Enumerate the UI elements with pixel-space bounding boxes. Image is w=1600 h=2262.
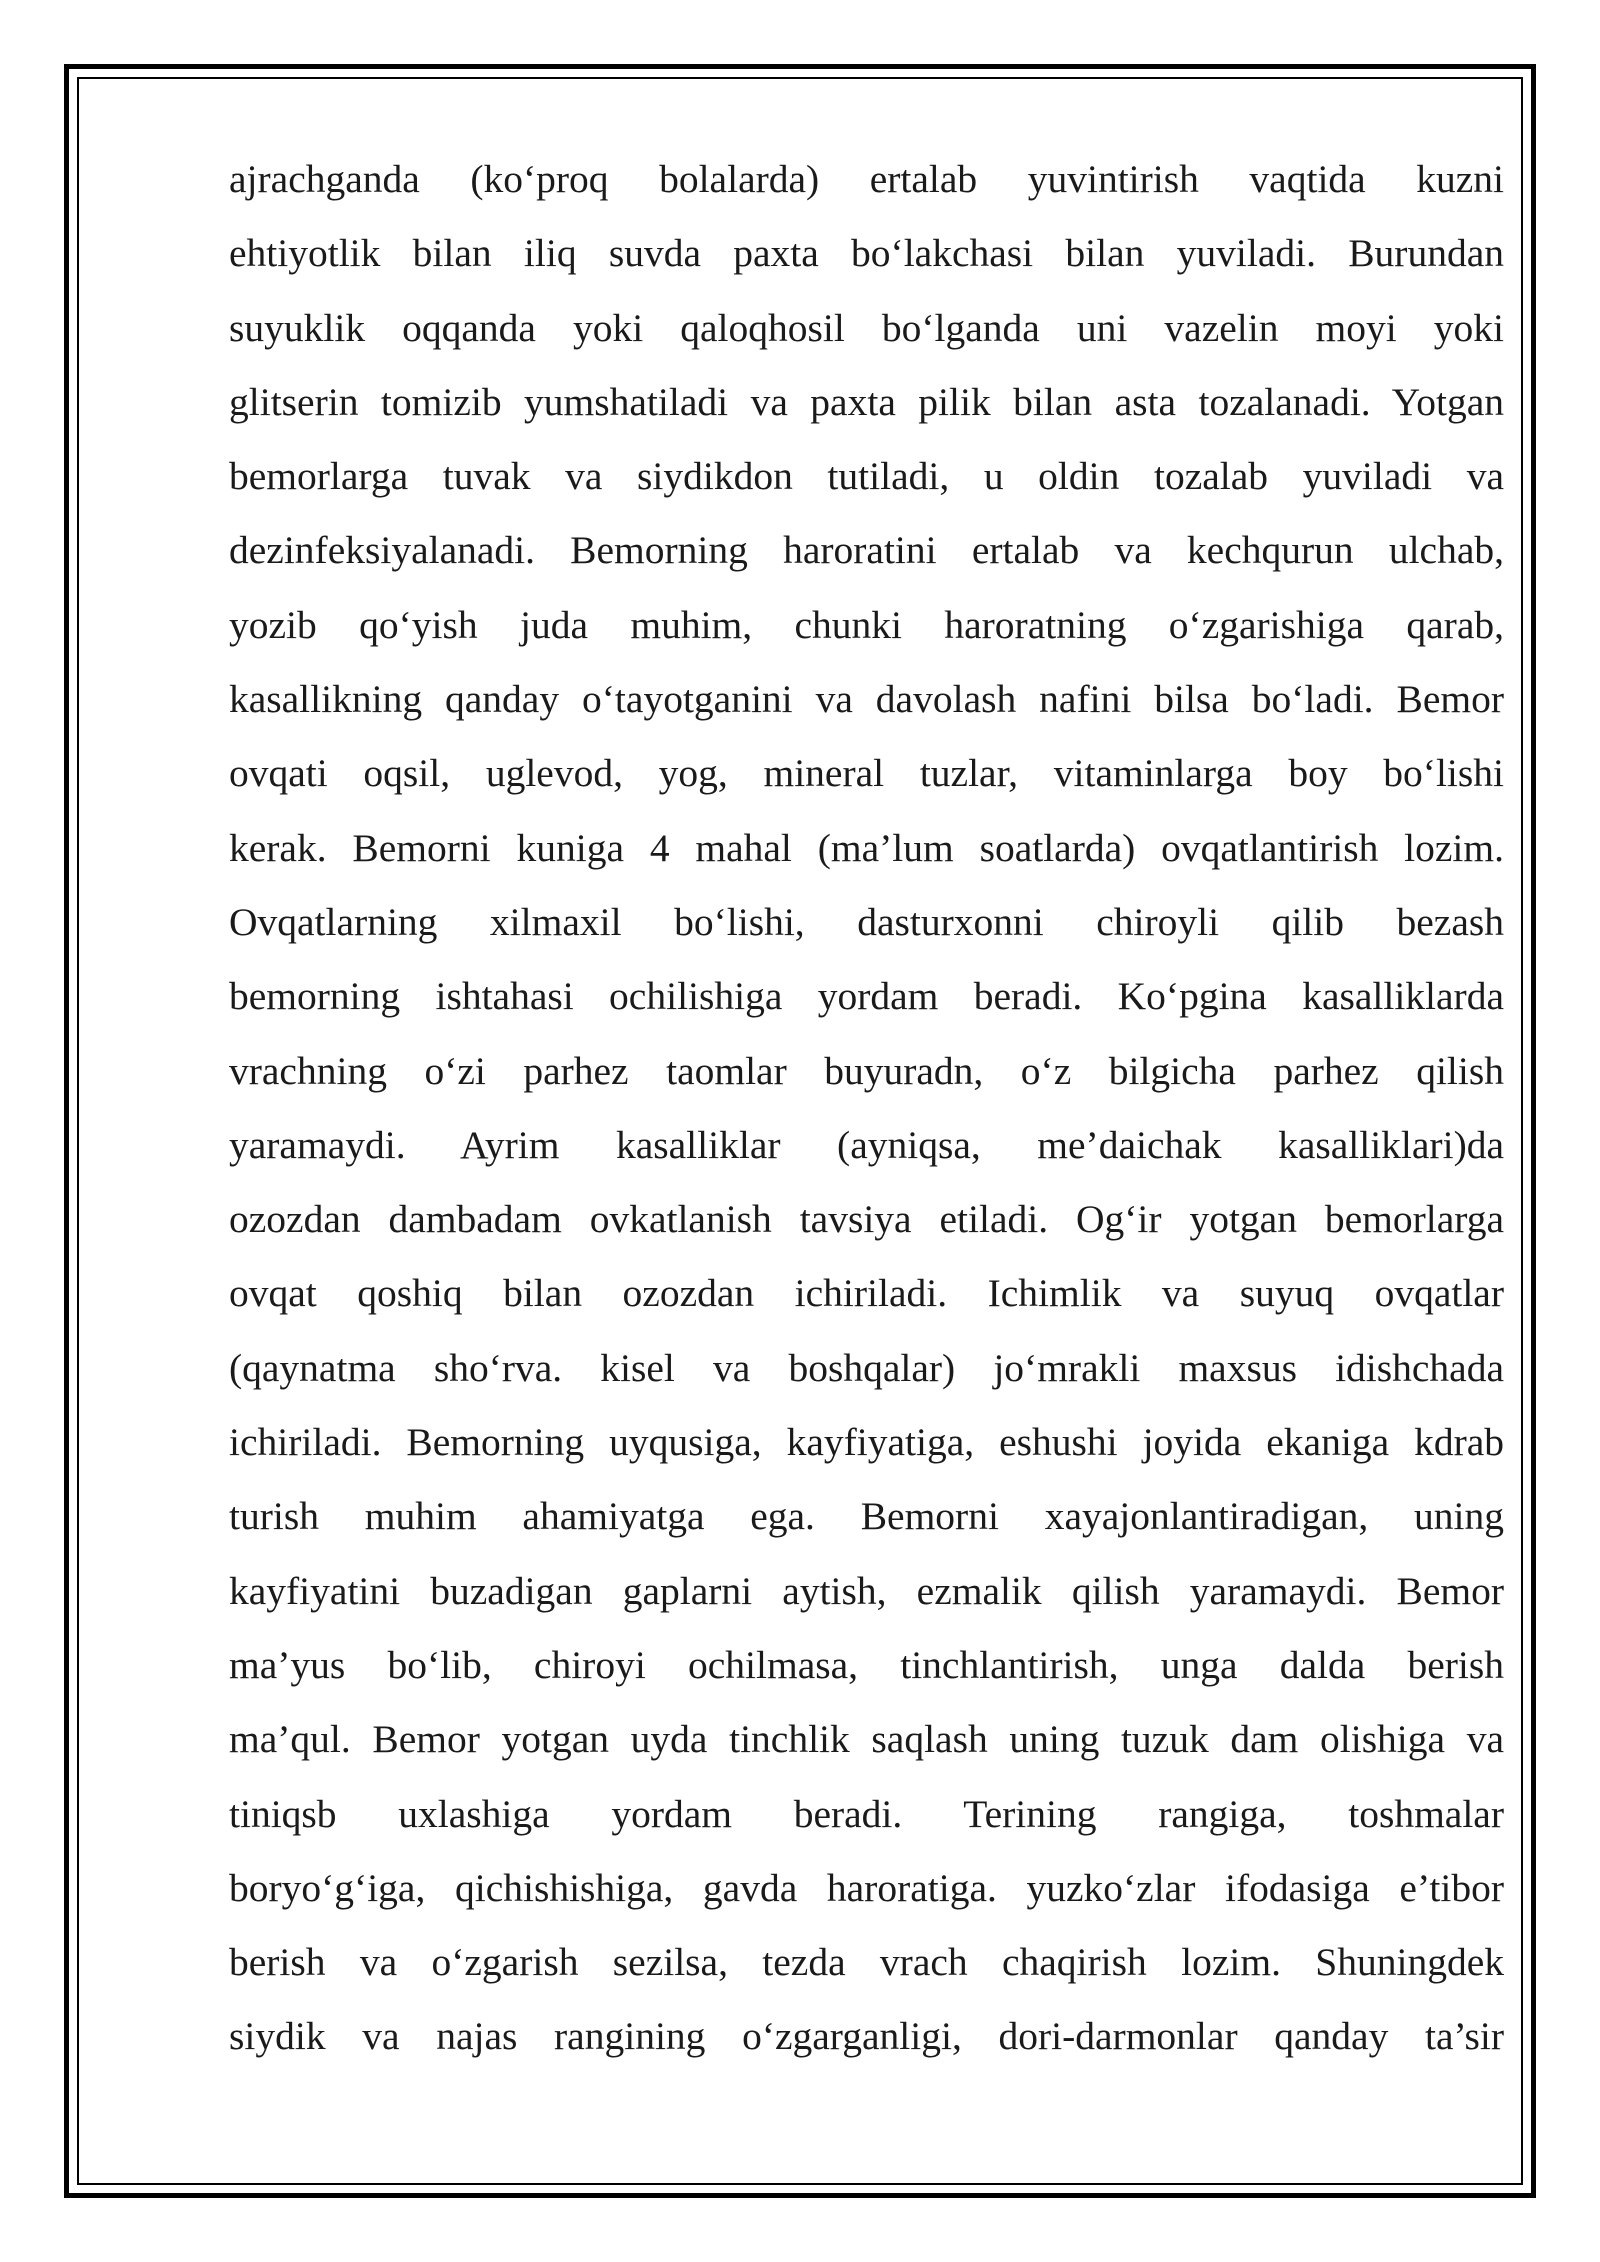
text-line: yaramaydi. Ayrim kasalliklar (ayniqsa, me’daichak kasalliklari)da	[229, 1122, 1504, 1167]
text-line: kasallikning qanday o‘tayotganini va davolash nafini bilsa bo‘ladi. Bemor	[229, 677, 1504, 722]
text-line: kayfiyatini buzadigan gaplarni aytish, ezmalik qilish yaramaydi. Bemor	[229, 1568, 1504, 1613]
text-line: yozib qo‘yish juda muhim, chunki haroratning o‘zgarishiga qarab,	[229, 602, 1504, 647]
text-line: bemorning ishtahasi ochilishiga yordam beradi. Ko‘pgina kasalliklarda	[229, 974, 1504, 1019]
text-line: ajrachganda (ko‘proq bolalarda) ertalab yuvintirish vaqtida kuzni	[229, 157, 1504, 201]
text-line: glitserin tomizib yumshatiladi va paxta pilik bilan asta tozalanadi. Yotgan	[229, 379, 1504, 424]
text-line: ehtiyotlik bilan iliq suvda paxta bo‘lakchasi bilan yuviladi. Burundan	[229, 231, 1504, 276]
text-line: ozozdan dambadam ovkatlanish tavsiya etiladi. Og‘ir yotgan bemorlarga	[229, 1197, 1504, 1242]
text-line: boryo‘g‘iga, qichishishiga, gavda haroratiga. yuzko‘zlar ifodasiga e’tibor	[229, 1865, 1504, 1910]
text-line: turish muhim ahamiyatga ega. Bemorni xayajonlantiradigan, uning	[229, 1494, 1504, 1539]
text-line: bemorlarga tuvak va siydikdon tutiladi, u oldin tozalab yuviladi va	[229, 454, 1504, 499]
text-line: siydik va najas rangining o‘zgarganligi, dori-darmonlar qanday ta’sir	[229, 2014, 1504, 2059]
text-line: suyuklik oqqanda yoki qaloqhosil bo‘lganda uni vazelin moyi yoki	[229, 305, 1504, 350]
text-line: ichiriladi. Bemorning uyqusiga, kayfiyatiga, eshushi joyida ekaniga kdrab	[229, 1420, 1504, 1465]
text-line: ovqat qoshiq bilan ozozdan ichiriladi. Ichimlik va suyuq ovqatlar	[229, 1271, 1504, 1316]
text-line: Ovqatlarning xilmaxil bo‘lishi, dasturxonni chiroyli qilib bezash	[229, 899, 1504, 944]
document-body	[229, 142, 1504, 2074]
text-line: ovqati oqsil, uglevod, yog, mineral tuzlar, vitaminlarga boy bo‘lishi	[229, 751, 1504, 796]
text-line: ma’qul. Bemor yotgan uyda tinchlik saqlash uning tuzuk dam olishiga va	[229, 1717, 1504, 1762]
text-line: berish va o‘zgarish sezilsa, tezda vrach chaqirish lozim. Shuningdek	[229, 1940, 1504, 1985]
text-line: tiniqsb uxlashiga yordam beradi. Terining rangiga, toshmalar	[229, 1791, 1504, 1836]
text-line: ma’yus bo‘lib, chiroyi ochilmasa, tinchlantirish, unga dalda berish	[229, 1642, 1504, 1687]
text-line: (qaynatma sho‘rva. kisel va boshqalar) jo‘mrakli maxsus idishchada	[229, 1345, 1504, 1390]
text-line: dezinfeksiyalanadi. Bemorning haroratini ertalab va kechqurun ulchab,	[229, 528, 1504, 573]
text-line: kerak. Bemorni kuniga 4 mahal (ma’lum soatlarda) ovqatlantirish lozim.	[229, 825, 1504, 870]
text-line: vrachning o‘zi parhez taomlar buyuradn, o‘z bilgicha parhez qilish	[229, 1048, 1504, 1093]
